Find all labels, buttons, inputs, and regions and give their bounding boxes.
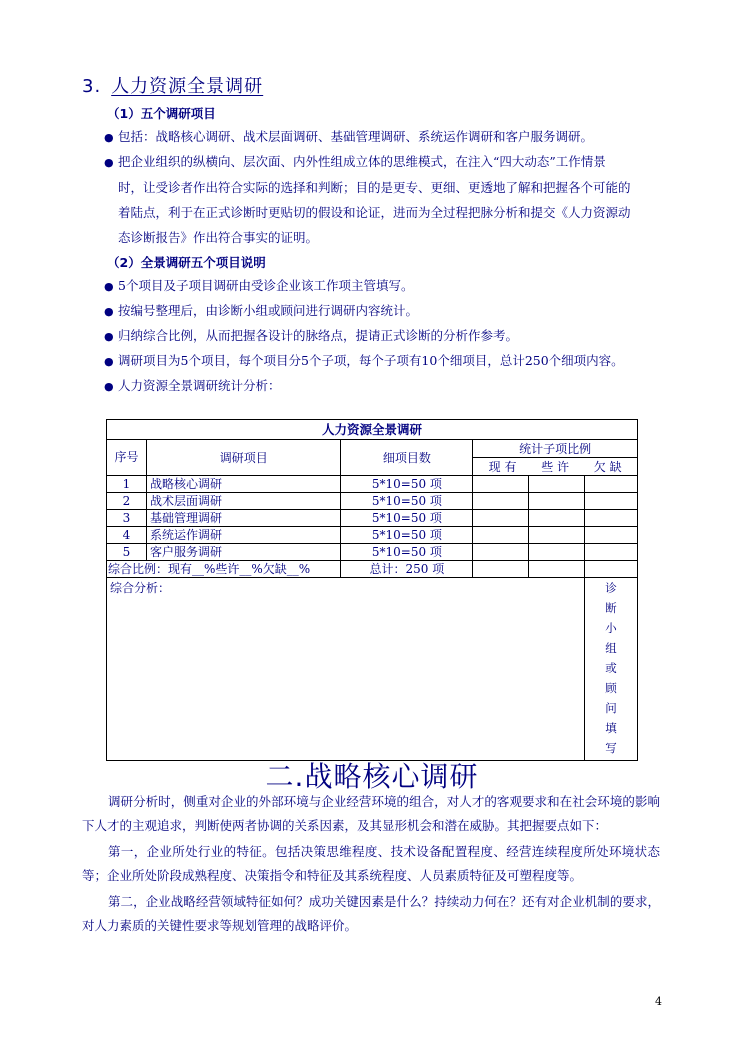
table-row: 4 系统运作调研 5*10=50 项 <box>107 527 638 544</box>
paragraph: 第一，企业所处行业的特征。包括决策思维程度、技术设备配置程度、经营连续程度所处环境状态等；企业所处阶段成熟程度、决策指令和特征及其系统程度、人员素质特征及可塑程度等。 <box>82 844 660 883</box>
subheading-1: （1）五个调研项目 <box>107 106 216 121</box>
bullet-icon: ● <box>104 280 114 293</box>
table-row: 2 战术层面调研 5*10=50 项 <box>107 493 638 510</box>
table-row: 3 基础管理调研 5*10=50 项 <box>107 510 638 527</box>
side-note: 诊 断 小 组 或 顾 问 填 写 <box>585 578 638 761</box>
header-ratio: 统计子项比例 <box>473 440 638 458</box>
page-number: 4 <box>655 995 662 1008</box>
header-ratio-some: 些 许 <box>541 459 570 474</box>
bullet-icon: ● <box>104 305 114 318</box>
bullet-item: ● 5个项目及子项目调研由受诊企业该工作项主管填写。 <box>104 273 664 299</box>
bullet-item: ● 人力资源全景调研统计分析： <box>104 373 664 399</box>
section-heading <box>82 72 263 98</box>
bullet-item: ● 归纳综合比例，从而把握各设计的脉络点，提请正式诊断的分析作参考。 <box>104 323 664 349</box>
table-row: 1 战略核心调研 5*10=50 项 <box>107 476 638 493</box>
header-seq: 序号 <box>107 440 147 476</box>
bullet-icon: ● <box>104 156 114 169</box>
chapter-title: 二.战略核心调研 <box>265 760 479 793</box>
section-number: 3. <box>82 76 102 97</box>
header-ratio-cols <box>473 458 638 476</box>
table-row: 5 客户服务调研 5*10=50 项 <box>107 544 638 561</box>
bullet-icon: ● <box>104 131 114 144</box>
section-title: 人力资源全景调研 <box>111 76 264 97</box>
table-title: 人力资源全景调研 <box>107 420 638 440</box>
header-ratio-lacking: 欠 缺 <box>593 459 622 474</box>
subheading-2: （2）全景调研五个项目说明 <box>107 255 266 270</box>
bullet-icon: ● <box>104 380 114 393</box>
bullet-item: ● 调研项目为5个项目，每个项目分5个子项，每个子项有10个细项目，总计250个细项内容。 <box>104 348 664 374</box>
survey-table <box>106 419 638 761</box>
paragraph: 第二，企业战略经营领域特征如何？成功关键因素是什么？持续动力何在？还有对企业机制的要求，对人力素质的关键性要求等规划管理的战略评价。 <box>82 894 660 933</box>
bullet-icon: ● <box>104 355 114 368</box>
summary-ratio: 综合比例：现有__%些许__%欠缺__% <box>107 561 341 578</box>
paragraph: 调研分析时，侧重对企业的外部环境与企业经营环境的组合，对人才的客观要求和在社会环境的影响下人才的主观追求，判断使两者协调的关系因素，及其显形机会和潜在威胁。其把握要点如下： <box>82 794 660 833</box>
bullet-item: ● 包括：战略核心调研、战术层面调研、基础管理调研、系统运作调研和客户服务调研。 <box>104 124 664 150</box>
summary-total: 总计：250 项 <box>341 561 473 578</box>
summary-row <box>107 561 638 578</box>
analysis-row <box>107 578 638 761</box>
bullet-icon: ● <box>104 330 114 343</box>
header-count: 细项目数 <box>341 440 473 476</box>
analysis-label: 综合分析： <box>107 578 585 761</box>
bullet-item: ● 按编号整理后，由诊断小组或顾问进行调研内容统计。 <box>104 298 664 324</box>
header-item: 调研项目 <box>146 440 341 476</box>
bullet-item: ● 把企业组织的纵横向、层次面、内外性组成立体的思维模式，在注入“四大动态”工作情景 时，让受诊者作出符合实际的选择和判断；目的是更专、更细、更透地了解和把握各个可能的 着陆点，利于在正式诊断时更贴切的假设和论证，进而为全过程把脉分析和提交《人力资源动 态诊断报告》作出符合事实的证明。 <box>104 149 664 250</box>
header-ratio-existing: 现 有 <box>488 459 517 474</box>
